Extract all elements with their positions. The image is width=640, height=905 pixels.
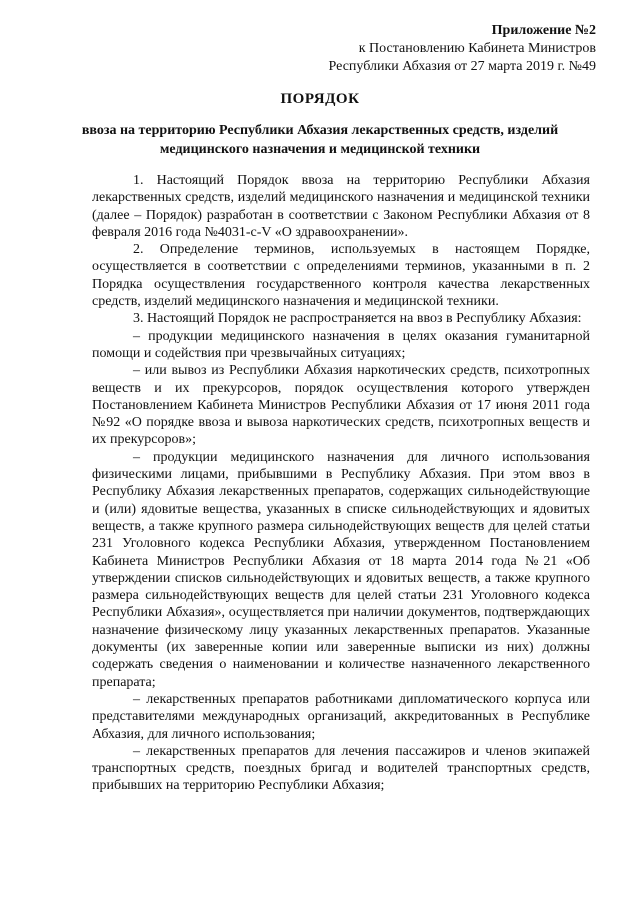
list-item: – лекарственных препаратов работниками дипломатического корпуса или представителями международных организаций, аккредитованных в Республике Абхазия, для личного использования;: [92, 691, 590, 742]
appendix-line-2: Республики Абхазия от 27 марта 2019 г. №49: [328, 59, 596, 74]
paragraph-3: 3. Настоящий Порядок не распространяется на ввоз в Республику Абхазия:: [133, 311, 582, 327]
document-subtitle: ввоза на территорию Республики Абхазия лекарственных средств, изделий медицинского назначения и медицинской техники: [81, 123, 559, 157]
appendix-header: [329, 22, 596, 76]
document-body: [92, 172, 590, 795]
list-item: – продукции медицинского назначения для личного использования физическими лицами, прибывшими в Республику Абхазия. При этом ввоз в Республику Абхазия лекарственных препаратов, содержащих сильнодействующие и (или) ядовитые вещества, указанных в списке сильнодействующих и ядовитых веществ, а также крупного размера сильнодействующих веществ для целей статьи 231 Уголовного кодекса Республики Абхазия, утвержденном Постановлением Кабинета Министров Республики Абхазия от 18 марта 2014 года №21 «Об утверждении списков сильнодействующих и ядовитых веществ, а также крупного размера сильнодействующих веществ для целей статьи 231 Уголовного кодекса Республики Абхазия», осуществляется при наличии документов, подтверждающих назначение физическому лицу указанных лекарственных препаратов. Указанные документы (их заверенные копии или заверенные выписки из них) должны содержать сведения о наименовании и количестве назначенного лекарственного препарата;: [92, 449, 590, 690]
paragraph-2: 2. Определение терминов, используемых в настоящем Порядке, осуществляется в соответствии с определениями терминов, указанными в п. 2 Порядка осуществления государственного контроля качества лекарственных средств, изделий медицинского назначения и медицинской техники.: [92, 242, 590, 310]
list-item: – продукции медицинского назначения в целях оказания гуманитарной помощи и содействия при чрезвычайных ситуациях;: [92, 328, 590, 361]
paragraph-1: 1. Настоящий Порядок ввоза на территорию Республики Абхазия лекарственных средств, изделий медицинского назначения и медицинской техники (далее – Порядок) разработан в соответствии с Законом Республики Абхазия от 8 февраля 2016 года №4031-с-V «О здравоохранении».: [92, 173, 590, 240]
list-item: – или вывоз из Республики Абхазия наркотических средств, психотропных веществ и их прекурсоров, порядок осуществления которого утвержден Постановлением Кабинета Министров Республики Абхазия от 17 июня 2011 года №92 «О порядке ввоза и вывоза наркотических средств, психотропных веществ и их прекурсоров»;: [92, 363, 590, 448]
appendix-number: Приложение №2: [491, 23, 596, 38]
document-title: ПОРЯДОК: [280, 91, 360, 107]
list-item: – лекарственных препаратов для лечения пассажиров и членов экипажей транспортных средств, поездных бригад и водителей транспортных средств, прибывших на территорию Республики Абхазия;: [92, 743, 590, 794]
appendix-line-1: к Постановлению Кабинета Министров: [358, 41, 596, 56]
